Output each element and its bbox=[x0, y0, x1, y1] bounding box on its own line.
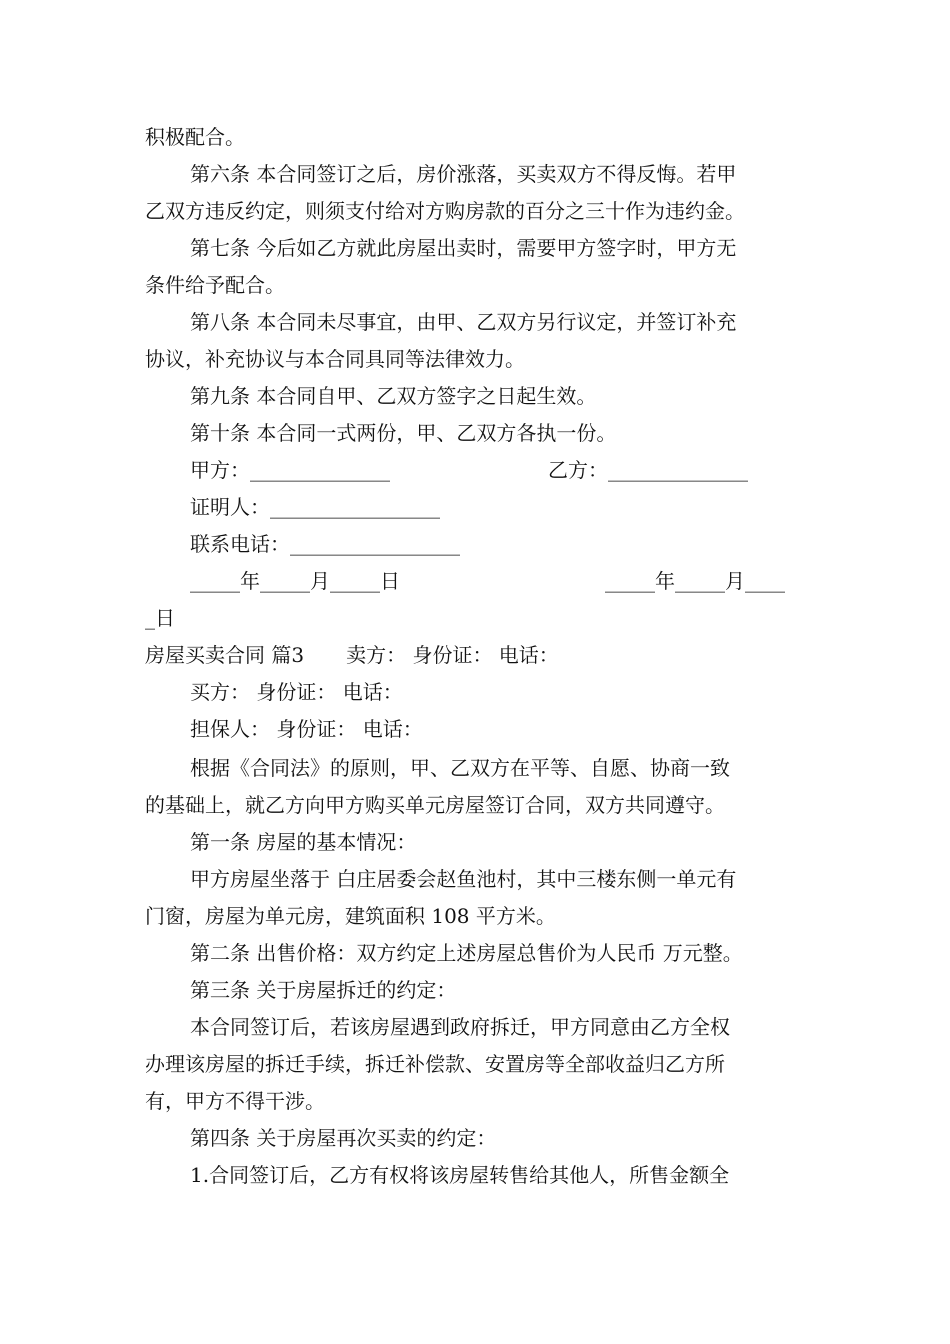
clause-4: 第四条 关于房屋再次买卖的约定： bbox=[190, 1126, 497, 1150]
clause-8: 第八条 本合同未尽事宜，由甲、乙双方另行议定，并签订补充 bbox=[190, 310, 737, 334]
party-a-signature: 甲方：______________ bbox=[190, 458, 390, 482]
clause-3: 第三条 关于房屋拆迁的约定： bbox=[190, 978, 457, 1002]
text-line: 积极配合。 bbox=[145, 125, 245, 149]
text-line: 1.合同签订后，乙方有权将该房屋转售给其他人，所售金额全 bbox=[190, 1163, 730, 1187]
preamble: 根据《合同法》的原则，甲、乙双方在平等、自愿、协商一致 bbox=[190, 756, 730, 780]
party-b-signature: 乙方：______________ bbox=[548, 458, 748, 482]
clause-9: 第九条 本合同自甲、乙双方签字之日起生效。 bbox=[190, 384, 597, 408]
text-line: 乙双方违反约定，则须支付给对方购房款的百分之三十作为违约金。 bbox=[145, 199, 745, 223]
text-line: 门窗，房屋为单元房，建筑面积 108 平方米。 bbox=[145, 904, 556, 928]
date-right-wrap: _日 bbox=[145, 606, 175, 630]
text-line: 的基础上，就乙方向甲方购买单元房屋签订合同，双方共同遵守。 bbox=[145, 793, 725, 817]
text-line: 本合同签订后，若该房屋遇到政府拆迁，甲方同意由乙方全权 bbox=[190, 1015, 730, 1039]
text-line: 有，甲方不得干涉。 bbox=[145, 1089, 325, 1113]
seller-line: 卖方： 身份证： 电话： bbox=[346, 643, 559, 667]
text-line: 甲方房屋坐落于 白庄居委会赵鱼池村，其中三楼东侧一单元有 bbox=[190, 867, 737, 891]
text-line: 条件给予配合。 bbox=[145, 273, 285, 297]
contact-phone: 联系电话：_________________ bbox=[190, 532, 460, 556]
section-heading-line bbox=[145, 642, 559, 668]
clause-6: 第六条 本合同签订之后，房价涨落，买卖双方不得反悔。若甲 bbox=[190, 162, 737, 186]
clause-7: 第七条 今后如乙方就此房屋出卖时，需要甲方签字时，甲方无 bbox=[190, 236, 737, 260]
text-line: 办理该房屋的拆迁手续，拆迁补偿款、安置房等全部收益归乙方所 bbox=[145, 1052, 725, 1076]
witness-signature: 证明人：_________________ bbox=[190, 495, 440, 519]
clause-10: 第十条 本合同一式两份，甲、乙双方各执一份。 bbox=[190, 421, 617, 445]
date-right: _____年_____月____ bbox=[605, 569, 785, 593]
date-left: _____年_____月_____日 bbox=[190, 569, 400, 593]
section-heading: 房屋买卖合同 篇3 bbox=[145, 643, 305, 667]
guarantor-line: 担保人： 身份证： 电话： bbox=[190, 717, 423, 741]
text-line: 协议，补充协议与本合同具同等法律效力。 bbox=[145, 347, 525, 371]
clause-1: 第一条 房屋的基本情况： bbox=[190, 830, 417, 854]
clause-2: 第二条 出售价格：双方约定上述房屋总售价为人民币 万元整。 bbox=[190, 941, 743, 965]
buyer-line: 买方： 身份证： 电话： bbox=[190, 680, 403, 704]
